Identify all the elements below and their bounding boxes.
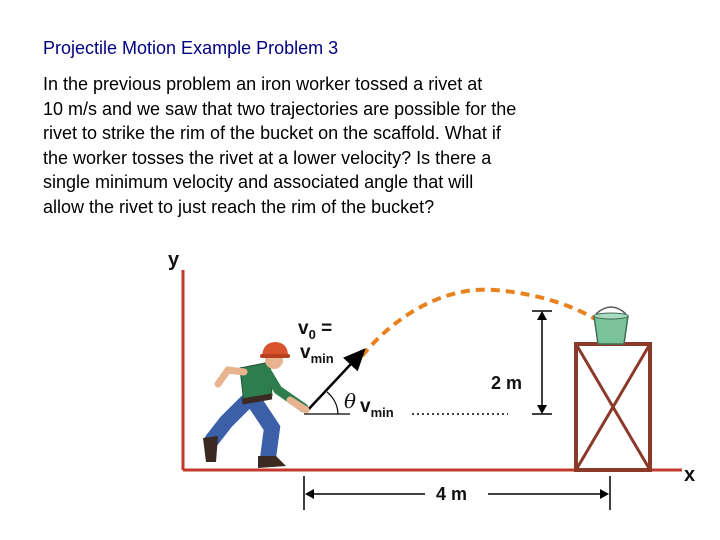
height-dimension — [532, 311, 552, 414]
problem-text-line: the worker tosses the rivet at a lower velocity? Is there a — [43, 147, 492, 168]
trajectory-path — [362, 290, 600, 356]
v0-label: $v_0$ = — [298, 318, 333, 342]
problem-text-line: rivet to strike the rim of the bucket on the scaffold. What if — [43, 123, 501, 143]
iron-worker-figure — [203, 342, 306, 468]
x-axis-label: x — [684, 464, 696, 486]
problem-text-line: single minimum velocity and associated angle that will — [43, 172, 474, 192]
problem-text-line: allow the rivet to just reach the rim of the bucket? — [43, 196, 435, 217]
slide-title: Projectile Motion Example Problem 3 — [43, 38, 339, 58]
scaffold — [576, 344, 650, 470]
angle-arc — [327, 392, 338, 414]
problem-text-line: In the previous problem an iron worker tossed a rivet at — [43, 74, 483, 94]
height-label: 2 m — [491, 373, 523, 393]
y-axis-label: y — [168, 249, 180, 271]
bucket — [594, 307, 628, 344]
theta-vmin-label: $v_{min}$ — [360, 396, 394, 420]
vmin-label: $v_{min}$ — [300, 342, 334, 366]
problem-text-line: 10 m/s and we saw that two trajectories are possible for the — [43, 98, 517, 119]
distance-label: 4 m — [436, 484, 468, 504]
theta-label: θ — [344, 389, 357, 413]
